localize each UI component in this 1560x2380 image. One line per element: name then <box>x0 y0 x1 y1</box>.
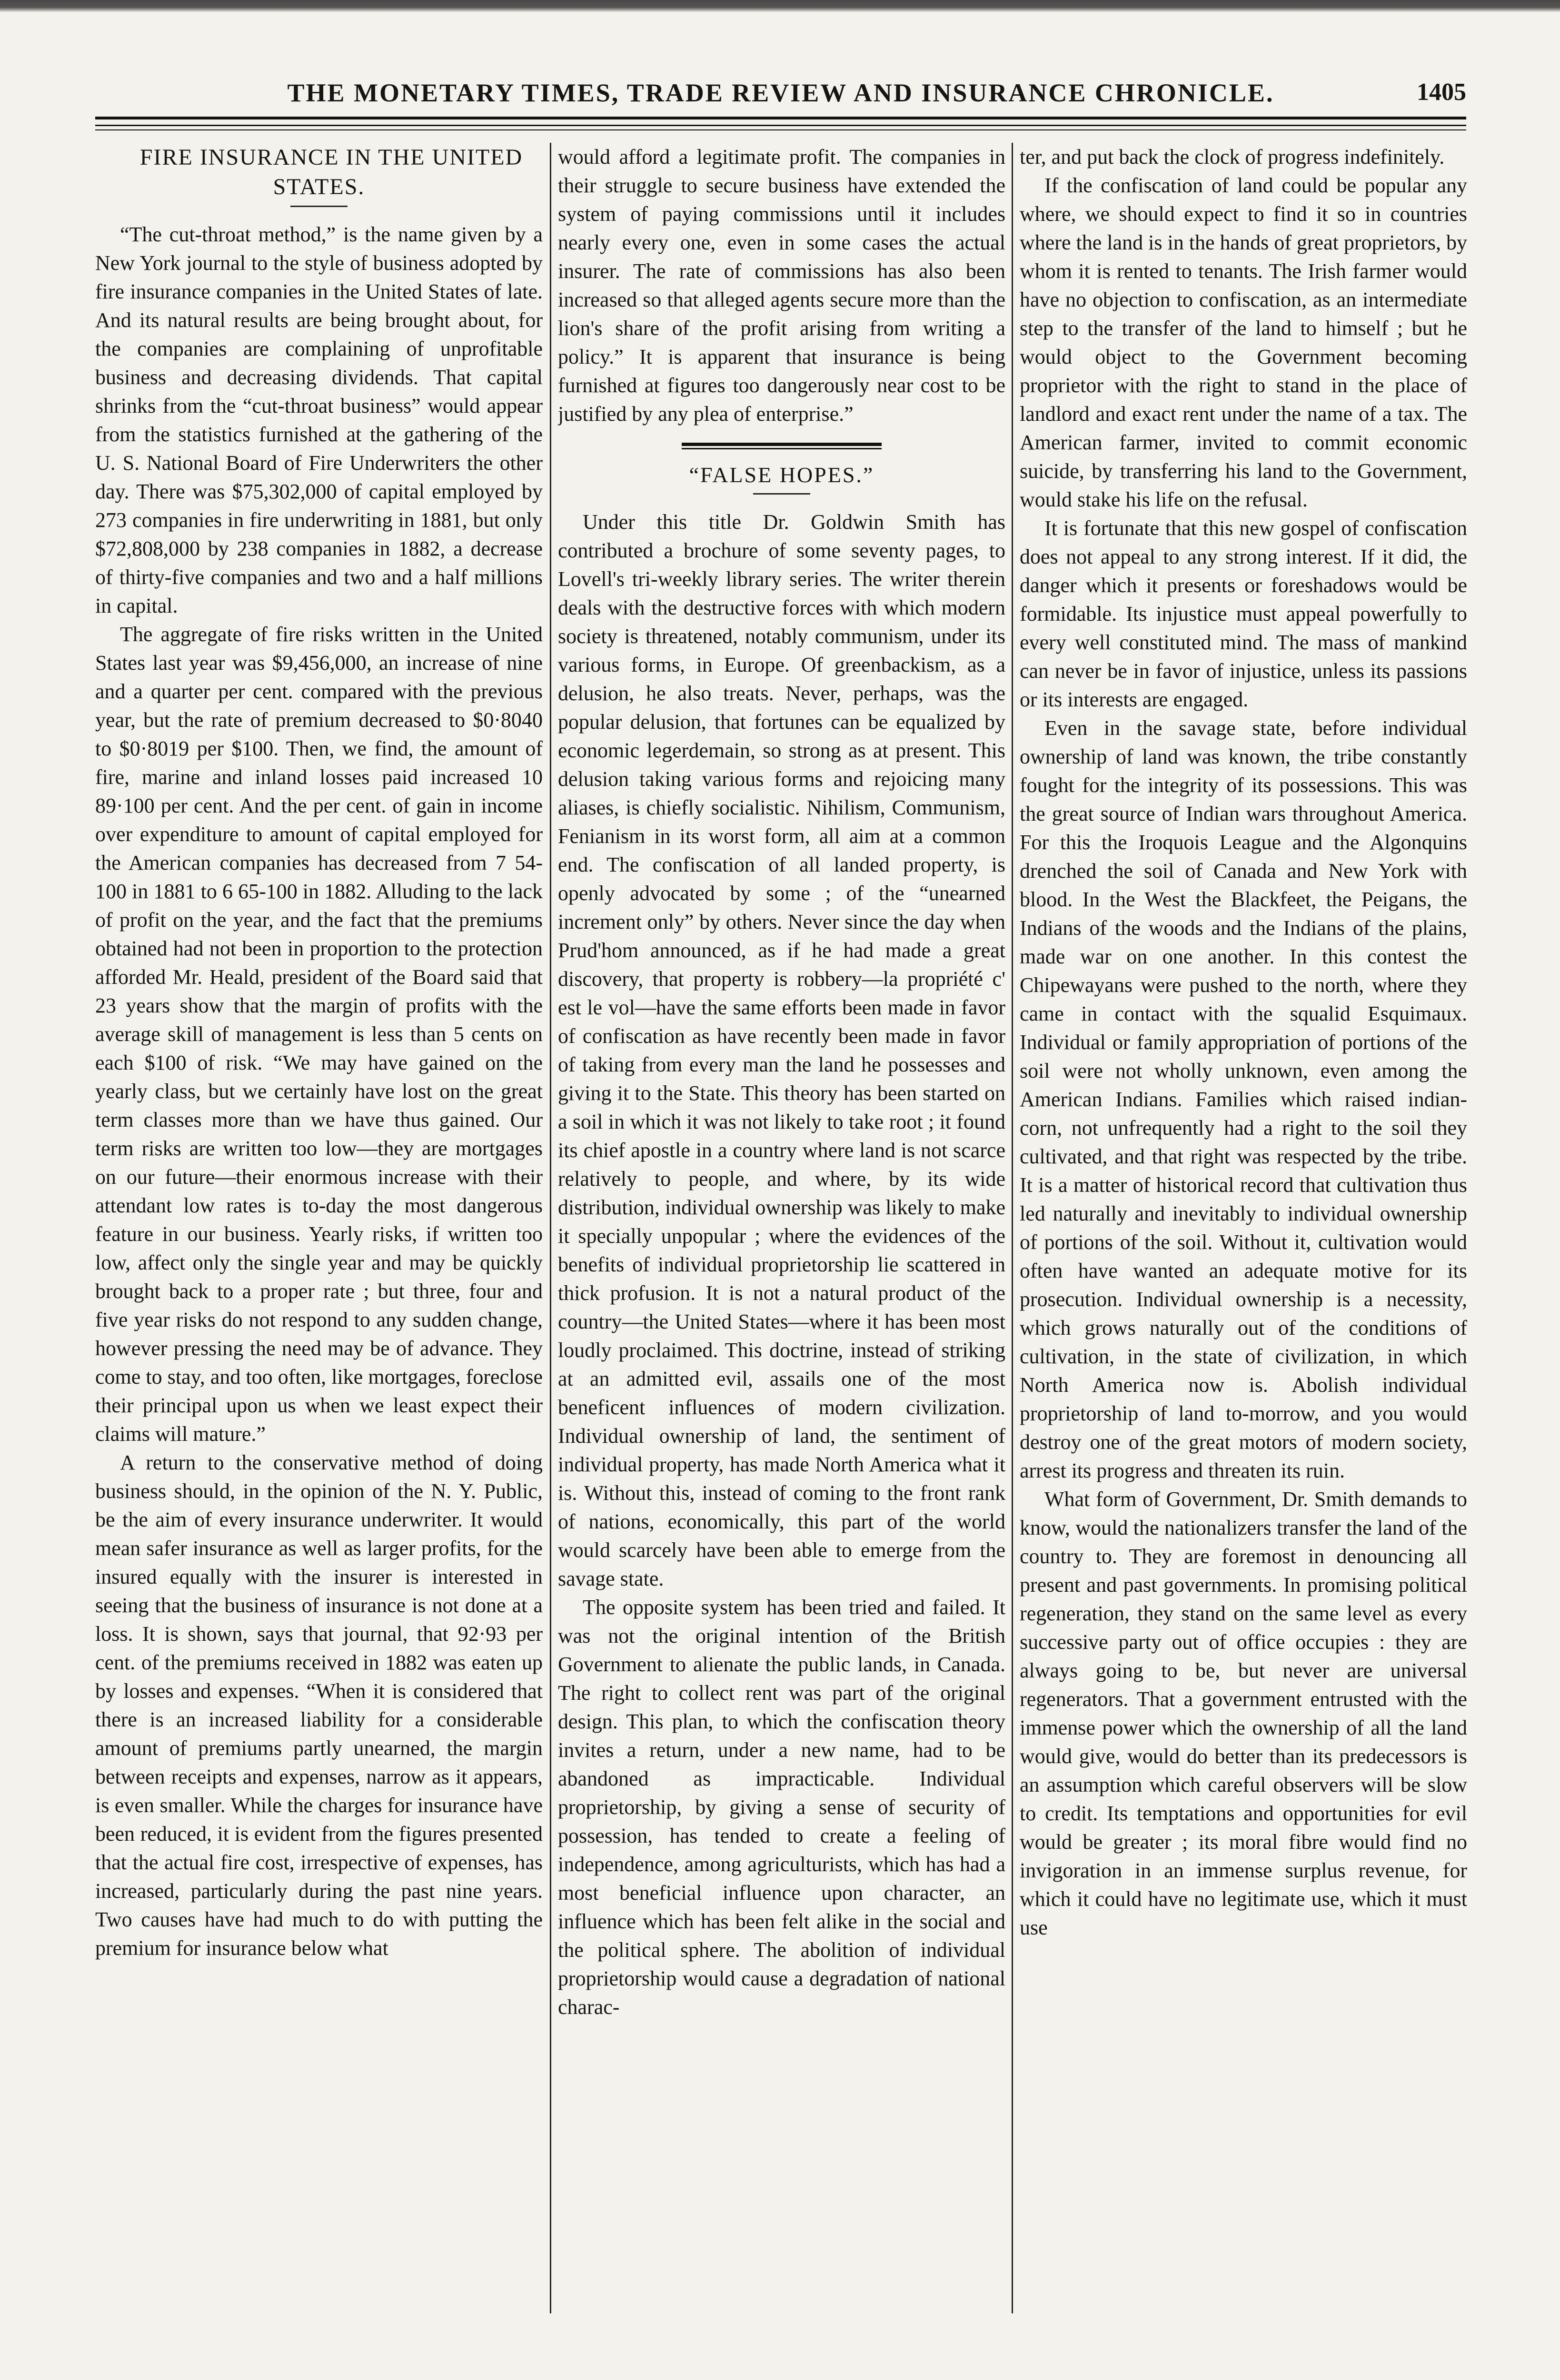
article-paragraph: ter, and put back the clock of progress indefinitely. <box>1020 145 1445 169</box>
column-2 <box>558 143 1005 2332</box>
column-divider-2 <box>1012 143 1013 2313</box>
column-1 <box>95 143 543 2332</box>
article-paragraph: The opposite system has been tried and failed. It was not the original intention of the British Government to alienate the public lands, in Canada. The right to collect rent was part of the original design. This plan, to which the confiscation theory invites a return, under a new name, had to be abandoned as impracticable. Individual proprietorship, by giving a sense of security of possession, has tended to create a feeling of independence, among agriculturists, which has had a most beneficial influence upon character, an influence which has been felt alike in the social and the political sphere. The abolition of individual proprietorship would cause a degradation of national charac- <box>558 1596 1005 2019</box>
masthead-rule-mid <box>95 125 1466 126</box>
column-divider-1 <box>550 143 551 2313</box>
masthead-rule-thin <box>95 129 1466 130</box>
article-paragraph: It is fortunate that this new gospel of confiscation does not appeal to any strong interest. If it did, the danger which it presents or foreshadows would be formidable. Its injustice must appeal powerfully to every well constituted mind. The mass of mankind can never be in favor of injustice, unless its passions or its interests are engaged. <box>1020 516 1467 711</box>
article-paragraph: Under this title Dr. Goldwin Smith has contributed a brochure of some seventy pages, to Lovell's tri-weekly library series. The writer therein deals with the destructive forces with which modern society is threatened, notably communism, under its various forms, in Europe. Of greenbackism, as a delusion, he also treats. Never, perhaps, was the popular delusion, that fortunes can be equalized by economic legerdemain, so strong as at present. This delusion taking various forms and rejoicing many aliases, is chiefly socialistic. Nihilism, Communism, Fenianism in its worst form, all aim at a common end. The confiscation of all landed property, is openly advocated by some ; of the “unearned increment only” by others. Never since the day when Prud'hom announced, as if he had made a great discovery, that property is robbery—la propriété c' est le vol—have the same efforts been made in favor of confiscation as have recently been made in favor of taking from every man the land he possesses and giving it to the State. This theory has been started on a soil in which it was not likely to take root ; it found its chief apostle in a country where land is not scarce relatively to people, and where, by its wide distribution, individual ownership was likely to make it specially unpopular ; where the evidences of the benefits of individual proprietorship lie scattered in thick profusion. It is not a natural product of the country—the United States—where it has been most loudly proclaimed. This doctrine, instead of striking at an admitted evil, assails one of the most beneficent influences of modern civilization. Individual ownership of land, the sentiment of individual property, has made North America what it is. Without this, instead of coming to the front rank of nations, economically, this part of the world would scarcely have been able to emerge from the savage state. <box>558 510 1005 1590</box>
article-paragraph: If the confiscation of land could be popular any where, we should expect to find it so in countries where the land is in the hands of great proprietors, by whom it is rented to tenants. The Irish farmer would have no objection to confiscation, as an intermediate step to the transfer of the land to himself ; but he would object to the Government becoming proprietor with the right to stand in the place of landlord and exact rent under the name of a tax. The American farmer, invited to commit economic suicide, by transferring his land to the Government, would stake his life on the refusal. <box>1020 174 1467 511</box>
page-number: 1405 <box>1417 79 1466 106</box>
masthead-title: THE MONETARY TIMES, TRADE REVIEW AND INSURANCE CHRONICLE. <box>287 79 1274 107</box>
article-paragraph: A return to the conservative method of doing business should, in the opinion of the N. Y. Public, be the aim of every insurance underwriter. It would mean safer insurance as well as larger profits, for the insured equally with the insurer is interested in seeing that the business of insurance is not done at a loss. It is shown, says that journal, that 92·93 per cent. of the premiums received in 1882 was eaten up by losses and expenses. “When it is considered that there is an increased liability for a considerable amount of premiums partly unearned, the margin between receipts and expenses, narrow as it appears, is even smaller. While the charges for insurance have been reduced, it is evident from the figures presented that the actual fire cost, irrespective of expenses, has increased, particularly during the past nine years. Two causes have had much to do with putting the premium for insurance below what <box>95 1451 543 1960</box>
masthead <box>95 71 1466 114</box>
article-paragraph: Even in the savage state, before individual ownership of land was known, the tribe constantly fought for the integrity of its possessions. This was the great source of Indian wars throughout America. For this the Iroquois League and the Algonquins drenched the soil of Canada and New York with blood. In the West the Blackfeet, the Peigans, the Indians of the woods and the Indians of the plains, made war on one another. In this contest the Chipewayans were pushed to the north, where they came in contact with the squalid Esquimaux. Individual or family appropriation of portions of the soil were not wholly unknown, even among the American Indians. Families which raised indian-corn, not unfrequently had a right to the soil they cultivated, and that right was respected by the tribe. It is a matter of historical record that cultivation thus led naturally and inevitably to individual ownership of portions of the soil. Without it, cultivation would often have wanted an adequate motive for its prosecution. Individual ownership is a necessity, which grows naturally out of the conditions of cultivation, in the state of civilization, in which North America now is. Abolish individual proprietorship of land to-morrow, and you would destroy one of the great motors of modern society, arrest its progress and threaten its ruin. <box>1020 716 1467 1482</box>
heading-divider <box>290 206 348 207</box>
masthead-rule-thick <box>95 117 1466 119</box>
article-paragraph: What form of Government, Dr. Smith demands to know, would the nationalizers transfer the land of the country to. They are foremost in denouncing all present and past governments. In promising political regeneration, they stand on the same level as every successive party out of office occupies : they are always going to be, but never are universal regenerators. That a government entrusted with the immense power which the ownership of all the land would give, would do better than its predecessors is an assumption which careful observers will be slow to credit. Its temptations and opportunities for evil would be greater ; its moral fibre would find no invigoration in an immense surplus revenue, for which it could have no legitimate use, which it must use <box>1020 1488 1467 1939</box>
column-3 <box>1020 143 1467 2332</box>
article-heading-false-hopes: “FALSE HOPES.” <box>689 463 874 487</box>
article-continuation: would afford a legitimate profit. The companies in their struggle to secure business have extended the system of paying commissions until it includes nearly every one, even in some cases the actual insurer. The rate of commissions has also been increased so that alleged agents secure more than the lion's share of the profit arising from writing a policy.” It is apparent that insurance is being furnished at figures too dangerously near cost to be justified by any plea of enterprise.” <box>558 145 1005 426</box>
heading-divider <box>753 493 810 495</box>
section-divider <box>682 443 882 449</box>
scan-top-band <box>0 0 1560 12</box>
article-paragraph: The aggregate of fire risks written in the United States last year was $9,456,000, an increase of nine and a quarter per cent. compared with the previous year, but the rate of premium decreased to $0·8040 to $0·8019 per $100. Then, we find, the amount of fire, marine and inland losses paid increased 10 89·100 per cent. And the per cent. of gain in income over expenditure to amount of capital employed for the American companies has decreased from 7 54-100 in 1881 to 6 65-100 in 1882. Alluding to the lack of profit on the year, and the fact that the premiums obtained had not been in proportion to the protection afforded Mr. Heald, president of the Board said that 23 years show that the margin of profits with the average skill of management is less than 5 cents on each $100 of risk. “We may have gained on the yearly class, but we certainly have lost on the great term classes more than we have thus gained. Our term risks are written too low—they are mortgages on our future—their enormous increase with their attendant low rates is to-day the most dangerous feature in our business. Yearly risks, if written too low, affect only the single year and may be quickly brought back to a proper rate ; but three, four and five year risks do not respond to any sudden change, however pressing the need may be of advance. They come to stay, and too often, like mortgages, foreclose their principal upon us when we least expect their claims will mature.” <box>95 623 543 1446</box>
article-heading-fire-insurance: FIRE INSURANCE IN THE UNITED STATES. <box>139 145 523 199</box>
article-paragraph: “The cut-throat method,” is the name given by a New York journal to the style of business adopted by fire insurance companies in the United States of late. And its natural results are being brought about, for the companies are complaining of unprofitable business and decreasing dividends. That capital shrinks from the “cut-throat business” would appear from the statistics furnished at the gathering of the U. S. National Board of Fire Underwriters the other day. There was $75,302,000 of capital employed by 273 companies in fire underwriting in 1881, but only $72,808,000 by 238 companies in 1882, a decrease of thirty-five companies and two and a half millions in capital. <box>95 223 543 617</box>
